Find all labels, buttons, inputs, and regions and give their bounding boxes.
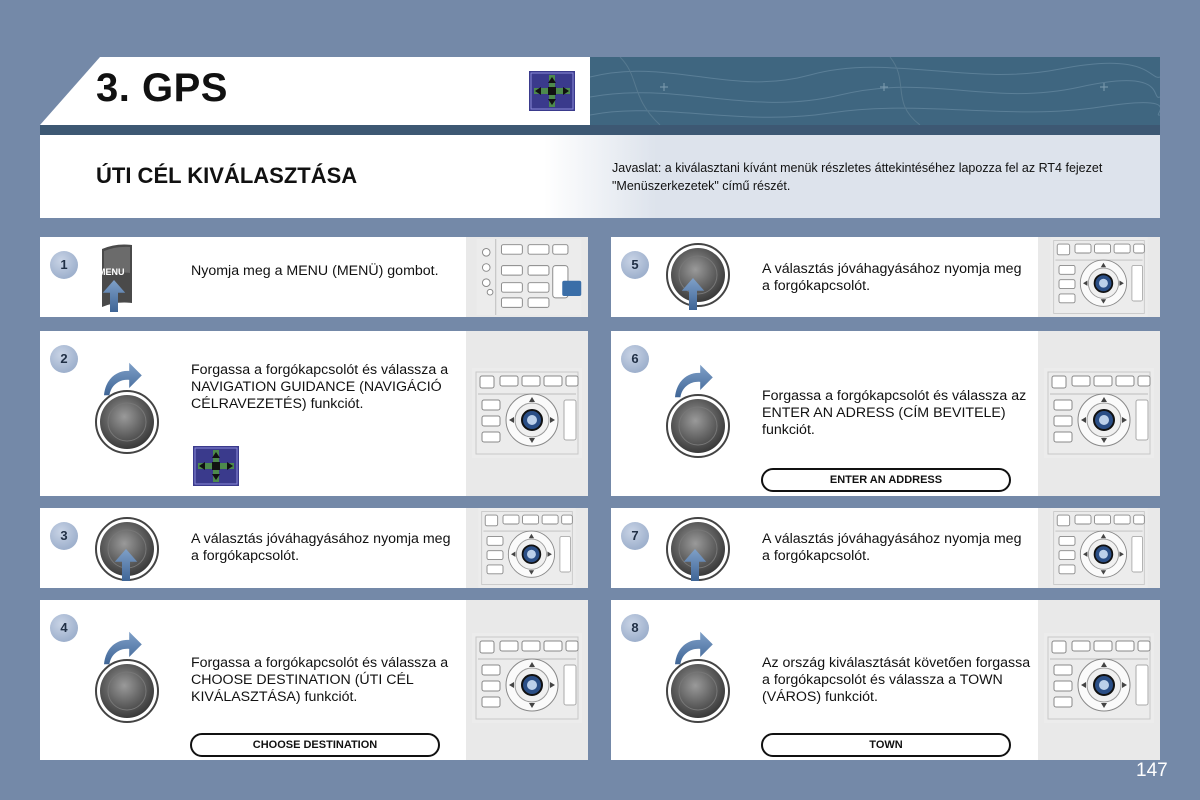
radio-panel-illustration	[1038, 508, 1160, 588]
chapter-title: 3. GPS	[96, 66, 228, 110]
step-text: Forgassa a forgókapcsolót és válassza a NAVIGATION GUIDANCE (NAVIGÁCIÓ CÉLRAVEZETÉS) funkciót.	[191, 362, 449, 412]
header-divider-bar	[40, 125, 1160, 135]
step-number-badge: 8	[621, 614, 649, 642]
step-number-badge: 5	[621, 251, 649, 279]
radio-panel-illustration	[1038, 600, 1160, 760]
step-text: Az ország kiválasztását követően forgassa a forgókapcsolót és válassza a TOWN (VÁROS) funkciót.	[762, 655, 1031, 705]
screen-menu-label: ENTER AN ADDRESS	[761, 468, 1011, 492]
step-text: A választás jóváhagyásához nyomja meg a forgókapcsolót.	[191, 531, 451, 564]
radio-panel-illustration	[466, 508, 588, 588]
press-arrow-icon	[681, 275, 705, 313]
radio-nav-panel-icon	[1044, 508, 1154, 588]
gps-navigation-icon	[193, 446, 239, 486]
radio-panel-illustration	[466, 331, 588, 496]
radio-panel-illustration	[466, 237, 588, 317]
step-text: Forgassa a forgókapcsolót és válassza az ENTER AN ADRESS (CÍM BEVITELE) funkciót.	[762, 388, 1027, 438]
press-arrow-icon	[114, 546, 138, 584]
tip-text: Javaslat: a kiválasztani kívánt menük részletes áttekintéséhez lapozza fel az RT4 fejezet "Menüszerkezetek" című részét.	[612, 161, 1103, 193]
step-number-badge: 6	[621, 345, 649, 373]
radio-nav-panel-icon	[1044, 368, 1154, 458]
rotary-knob-icon	[665, 393, 731, 459]
screen-menu-label: TOWN	[761, 733, 1011, 757]
press-arrow-icon	[683, 546, 707, 584]
step-card-7	[611, 508, 1160, 588]
radio-panel-illustration	[1038, 331, 1160, 496]
radio-nav-panel-icon	[1044, 237, 1154, 317]
rotary-knob-icon	[94, 389, 160, 455]
step-text: A választás jóváhagyásához nyomja meg a forgókapcsolót.	[762, 261, 1022, 294]
header-map-strip	[590, 57, 1160, 125]
radio-nav-panel-icon	[472, 508, 582, 588]
step-text: Forgassa a forgókapcsolót és válassza a CHOOSE DESTINATION (ÚTI CÉL KIVÁLASZTÁSA) funkciót.	[191, 655, 449, 705]
radio-menu-panel-icon	[474, 239, 584, 315]
rotary-knob-icon	[94, 658, 160, 724]
step-number-badge: 7	[621, 522, 649, 550]
step-card-1	[40, 237, 588, 317]
radio-panel-illustration	[1038, 237, 1160, 317]
step-card-6	[611, 331, 1160, 496]
step-text: A választás jóváhagyásához nyomja meg a forgókapcsolót.	[762, 531, 1022, 564]
step-number-badge: 3	[50, 522, 78, 550]
radio-nav-panel-icon	[472, 633, 582, 723]
gps-navigation-icon	[529, 71, 575, 111]
step-card-8	[611, 600, 1160, 760]
step-card-4	[40, 600, 588, 760]
rotary-knob-icon	[665, 658, 731, 724]
page-number: 147	[1136, 760, 1168, 781]
press-arrow-icon	[102, 277, 126, 315]
step-number-badge: 1	[50, 251, 78, 279]
radio-nav-panel-icon	[1044, 633, 1154, 723]
step-card-3	[40, 508, 588, 588]
section-title: ÚTI CÉL KIVÁLASZTÁSA	[96, 163, 358, 188]
radio-nav-panel-icon	[472, 368, 582, 458]
step-number-badge: 4	[50, 614, 78, 642]
step-card-2	[40, 331, 588, 496]
step-card-5	[611, 237, 1160, 317]
step-text: Nyomja meg a MENU (MENÜ) gombot.	[191, 263, 439, 279]
radio-panel-illustration	[466, 600, 588, 760]
screen-menu-label: CHOOSE DESTINATION	[190, 733, 440, 757]
step-number-badge: 2	[50, 345, 78, 373]
menu-button-label: MENU	[98, 267, 125, 277]
